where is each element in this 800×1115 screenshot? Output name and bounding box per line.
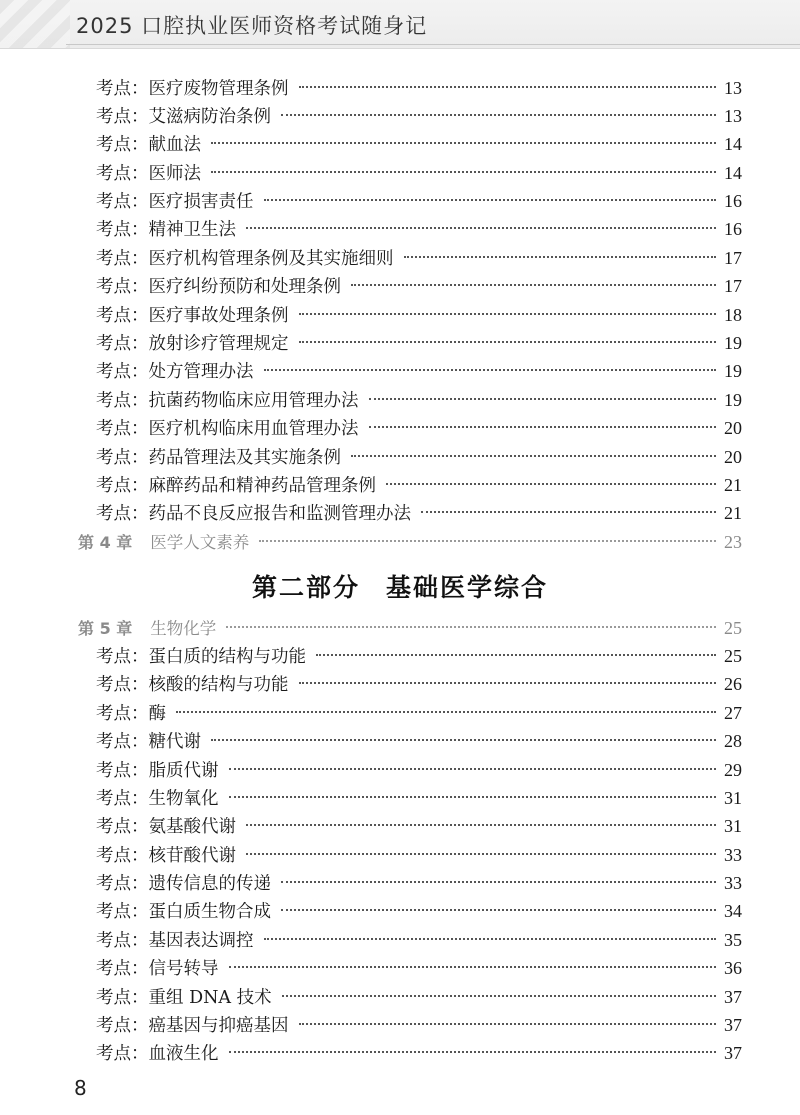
entry-title: 氨基酸代谢 <box>148 817 236 837</box>
entry-page: 33 <box>724 845 742 865</box>
entry-title: 精神卫生法 <box>148 220 236 240</box>
entry-title: 基因表达调控 <box>148 931 254 951</box>
entry-page: 37 <box>724 987 742 1007</box>
entry-title: 医疗机构临床用血管理办法 <box>148 419 359 439</box>
entry-prefix: 考点： <box>96 1016 149 1036</box>
entry-prefix: 考点： <box>96 334 149 354</box>
dot-leader <box>351 284 716 286</box>
entry-prefix: 考点： <box>96 476 149 496</box>
toc-entry[interactable] <box>96 102 742 130</box>
entry-page: 17 <box>724 276 742 296</box>
entry-page: 14 <box>724 134 742 154</box>
entry-prefix: 考点： <box>96 817 149 837</box>
toc-entry[interactable] <box>96 869 742 897</box>
toc-entry[interactable] <box>96 215 742 243</box>
dot-leader <box>299 341 717 343</box>
part-name: 基础医学综合 <box>386 573 549 602</box>
toc-entry[interactable] <box>96 187 742 215</box>
toc-entry[interactable] <box>96 1039 742 1067</box>
entry-prefix: 考点： <box>96 902 149 922</box>
entry-prefix: 考点： <box>96 391 149 411</box>
entry-prefix: 考点： <box>96 107 149 127</box>
dot-leader <box>282 995 716 997</box>
entry-title: 生物氧化 <box>148 789 219 809</box>
toc-entry[interactable] <box>96 727 742 755</box>
toc-entry[interactable] <box>96 983 742 1011</box>
entry-title: 癌基因与抑癌基因 <box>148 1016 289 1036</box>
chapter-entry[interactable] <box>78 528 742 556</box>
entry-page: 27 <box>724 703 742 723</box>
entry-page: 18 <box>724 305 742 325</box>
dot-leader <box>351 455 716 457</box>
dot-leader <box>386 483 716 485</box>
dot-leader <box>246 824 716 826</box>
entry-prefix: 考点： <box>96 732 149 752</box>
dot-leader <box>229 796 717 798</box>
toc-entry[interactable] <box>96 386 742 414</box>
toc-entry[interactable] <box>96 926 742 954</box>
entry-page: 19 <box>724 333 742 353</box>
toc-entry[interactable] <box>96 954 742 982</box>
entry-page: 19 <box>724 390 742 410</box>
entry-title: 蛋白质生物合成 <box>148 902 271 922</box>
toc-entry[interactable] <box>96 699 742 727</box>
entry-title: 医疗纠纷预防和处理条例 <box>148 277 341 297</box>
entry-title: 处方管理办法 <box>148 362 254 382</box>
entry-prefix: 考点： <box>96 277 149 297</box>
dot-leader <box>226 626 716 628</box>
entry-page: 14 <box>724 163 742 183</box>
chapter-page: 25 <box>724 618 742 638</box>
entry-title: 酶 <box>148 704 166 724</box>
dot-leader <box>316 654 716 656</box>
entry-page: 25 <box>724 646 742 666</box>
entry-page: 35 <box>724 930 742 950</box>
toc-entry[interactable] <box>96 784 742 812</box>
entry-page: 34 <box>724 901 742 921</box>
part-label: 第二部分 <box>251 573 360 602</box>
chapter-title: 生物化学 <box>150 619 217 638</box>
entry-page: 29 <box>724 760 742 780</box>
dot-leader <box>211 739 716 741</box>
entry-prefix: 考点： <box>96 362 149 382</box>
entry-page: 21 <box>724 503 742 523</box>
entry-prefix: 考点： <box>96 220 149 240</box>
toc-entry[interactable] <box>96 841 742 869</box>
toc-entry[interactable] <box>96 1011 742 1039</box>
toc-entry[interactable] <box>96 897 742 925</box>
toc-entry[interactable] <box>96 272 742 300</box>
entry-title: 核酸的结构与功能 <box>148 675 289 695</box>
entry-title: 重组 DNA 技术 <box>148 988 272 1008</box>
entry-prefix: 考点： <box>96 988 149 1008</box>
entry-prefix: 考点： <box>96 448 149 468</box>
dot-leader <box>369 398 717 400</box>
chapter-title: 医学人文素养 <box>150 533 250 552</box>
dot-leader <box>404 256 717 258</box>
chapter-entry[interactable] <box>78 614 742 642</box>
entry-page: 33 <box>724 873 742 893</box>
dot-leader <box>281 114 716 116</box>
dot-leader <box>246 853 716 855</box>
entry-title: 核苷酸代谢 <box>148 846 236 866</box>
entry-prefix: 考点： <box>96 704 149 724</box>
entry-title: 遗传信息的传递 <box>148 874 271 894</box>
toc-entry[interactable] <box>96 74 742 102</box>
entry-prefix: 考点： <box>96 846 149 866</box>
entry-title: 信号转导 <box>148 959 219 979</box>
toc-entry[interactable] <box>96 443 742 471</box>
entry-prefix: 考点： <box>96 931 149 951</box>
dot-leader <box>299 1023 717 1025</box>
entry-page: 20 <box>724 447 742 467</box>
entry-title: 血液生化 <box>148 1044 219 1064</box>
toc-entry[interactable] <box>96 471 742 499</box>
chapter-number: 第 5 章 <box>78 619 133 638</box>
entry-title: 药品不良反应报告和监测管理办法 <box>148 504 411 524</box>
entry-title: 麻醉药品和精神药品管理条例 <box>148 476 376 496</box>
entry-prefix: 考点： <box>96 135 149 155</box>
chapter-page: 23 <box>724 532 742 552</box>
entry-title: 艾滋病防治条例 <box>148 107 271 127</box>
dot-leader <box>229 1051 717 1053</box>
entry-prefix: 考点： <box>96 675 149 695</box>
dot-leader <box>299 682 717 684</box>
entry-page: 16 <box>724 191 742 211</box>
dot-leader <box>299 86 717 88</box>
dot-leader <box>259 540 716 542</box>
entry-title: 药品管理法及其实施条例 <box>148 448 341 468</box>
toc-entry[interactable] <box>96 329 742 357</box>
entry-prefix: 考点： <box>96 1044 149 1064</box>
dot-leader <box>264 369 717 371</box>
toc-entry[interactable] <box>96 244 742 272</box>
entry-page: 13 <box>724 106 742 126</box>
entry-prefix: 考点： <box>96 164 149 184</box>
toc-entry[interactable] <box>96 670 742 698</box>
entry-prefix: 考点： <box>96 249 149 269</box>
entry-page: 26 <box>724 674 742 694</box>
toc-entry[interactable] <box>96 301 742 329</box>
chapter-number: 第 4 章 <box>78 533 133 552</box>
entry-page: 37 <box>724 1015 742 1035</box>
entry-title: 脂质代谢 <box>148 761 219 781</box>
entry-title: 糖代谢 <box>148 732 201 752</box>
entry-prefix: 考点： <box>96 79 149 99</box>
entry-prefix: 考点： <box>96 504 149 524</box>
dot-leader <box>229 966 717 968</box>
dot-leader <box>211 142 716 144</box>
entry-page: 20 <box>724 418 742 438</box>
entry-prefix: 考点： <box>96 874 149 894</box>
book-title: 2025 口腔执业医师资格考试随身记 <box>76 14 428 38</box>
toc-entry[interactable] <box>96 130 742 158</box>
entry-title: 医师法 <box>148 164 201 184</box>
entry-page: 37 <box>724 1043 742 1063</box>
entry-prefix: 考点： <box>96 419 149 439</box>
entry-title: 献血法 <box>148 135 201 155</box>
toc-entry[interactable] <box>96 357 742 385</box>
entry-title: 医疗事故处理条例 <box>148 306 289 326</box>
entry-title: 蛋白质的结构与功能 <box>148 647 306 667</box>
entry-page: 31 <box>724 788 742 808</box>
entry-prefix: 考点： <box>96 647 149 667</box>
toc-entry[interactable] <box>96 812 742 840</box>
dot-leader <box>176 711 716 713</box>
entry-prefix: 考点： <box>96 959 149 979</box>
dot-leader <box>369 426 717 428</box>
entry-page: 36 <box>724 958 742 978</box>
entry-title: 放射诊疗管理规定 <box>148 334 289 354</box>
entry-prefix: 考点： <box>96 789 149 809</box>
toc-entry[interactable] <box>96 642 742 670</box>
dot-leader <box>264 938 717 940</box>
dot-leader <box>299 313 717 315</box>
entry-page: 16 <box>724 219 742 239</box>
entry-page: 19 <box>724 361 742 381</box>
entry-title: 抗菌药物临床应用管理办法 <box>148 391 359 411</box>
toc-entry[interactable] <box>96 159 742 187</box>
entry-prefix: 考点： <box>96 761 149 781</box>
dot-leader <box>229 768 717 770</box>
page-number: 8 <box>74 1076 87 1100</box>
dot-leader <box>246 227 716 229</box>
entry-prefix: 考点： <box>96 192 149 212</box>
dot-leader <box>421 511 716 513</box>
toc-entry[interactable] <box>96 414 742 442</box>
entry-page: 13 <box>724 78 742 98</box>
entry-page: 31 <box>724 816 742 836</box>
toc-entry[interactable] <box>96 499 742 527</box>
dot-leader <box>281 881 716 883</box>
dot-leader <box>211 171 716 173</box>
dot-leader <box>281 909 716 911</box>
entry-page: 28 <box>724 731 742 751</box>
toc-entry[interactable] <box>96 756 742 784</box>
entry-title: 医疗机构管理条例及其实施细则 <box>148 249 394 269</box>
dot-leader <box>264 199 717 201</box>
entry-page: 17 <box>724 248 742 268</box>
entry-title: 医疗损害责任 <box>148 192 254 212</box>
entry-title: 医疗废物管理条例 <box>148 79 289 99</box>
entry-prefix: 考点： <box>96 306 149 326</box>
part-heading <box>0 568 800 604</box>
entry-page: 21 <box>724 475 742 495</box>
